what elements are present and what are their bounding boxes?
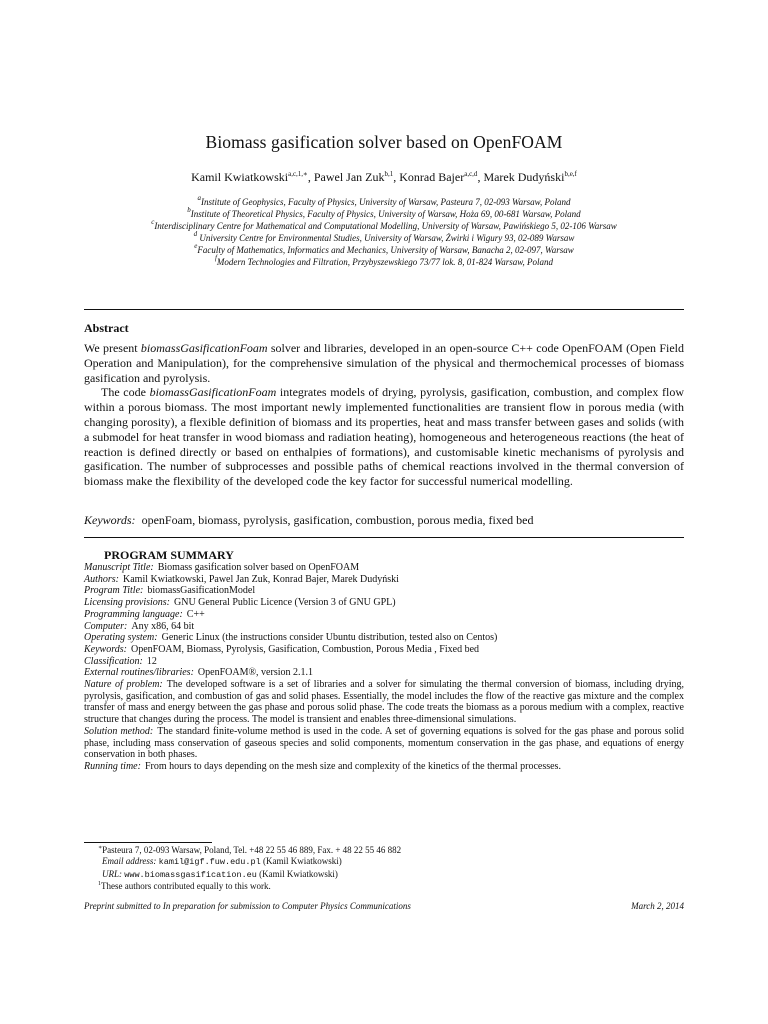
affiliation: $^d$ University Centre for Environmental Studies, University of Warsaw, Żwirki i Wigury 93, 02-089 Warsaw — [193, 230, 575, 243]
program-summary-heading: PROGRAM SUMMARY — [104, 548, 234, 562]
affiliation: $^e$Faculty of Mathematics, Informatics and Mechanics, University of Warsaw, Banacha 2, 02-097, Warsaw — [194, 242, 574, 255]
affiliation: $^c$Interdisciplinary Centre for Mathematical and Computational Modelling, University of Warsaw, Pawińskiego 5, 02-106 Warsaw — [151, 218, 617, 231]
author-list — [0, 170, 768, 185]
summary-row: Authors: Kamil Kwiatkowski, Pawel Jan Zuk, Konrad Bajer, Marek Dudyński — [84, 573, 399, 585]
keywords-label: Keywords: — [84, 513, 136, 527]
abstract-heading: Abstract — [84, 321, 129, 335]
footer-preprint-note: Preprint submitted to In preparation for submission to Computer Physics Communications — [84, 901, 411, 911]
footnote-email: Email address: kamil@igf.fuw.edu.pl (Kamil Kwiatkowski) — [102, 856, 342, 868]
footnote-corresponding: ∗Pasteura 7, 02-093 Warsaw, Poland, Tel. +48 22 55 46 889, Fax. + 48 22 55 46 882 — [98, 845, 402, 855]
affiliation-list — [0, 196, 768, 268]
footnote-divider — [84, 842, 212, 843]
summary-row: Solution method: The standard finite-volume method is used in the code. A set of governing equations is solved for the gas phase and porous solid phase, including mass conservation of gaseous species and solid components, momentum conservation in the gas phase, and equations of energy conservation in both phases. — [84, 725, 685, 761]
abstract-paragraph: We present biomassGasificationFoam solver and libraries, developed in an open-source C++ code OpenFOAM (Open Field Operation and Manipulation), for the comprehensive simulation of the physical and thermochemical processes of biomass gasification and pyrolysis. — [84, 341, 684, 385]
summary-row: Running time: From hours to days depending on the mesh size and complexity of the kinetics of the thermal processes. — [84, 760, 561, 772]
author: Konrad Bajer$^{a,c,d}$, — [399, 170, 484, 184]
author: Marek Dudyński$^{b,e,f}$ — [483, 170, 577, 184]
program-summary — [84, 562, 684, 773]
author: Kamil Kwiatkowski$^{a,c,1,∗}$, — [191, 170, 314, 184]
summary-row: Operating system: Generic Linux (the instructions consider Ubuntu distribution, tested also on Centos) — [84, 632, 498, 644]
summary-row: Nature of problem: The developed software is a set of libraries and a solver for simulating the thermal conversion of biomass, including drying, pyrolysis, gasification, and combustion of gas and solid phases. Essentially, the model includes the flow of the reactive gas mixture and the complex transfer of mass and energy between the gas phase and porous solid phase. The code treats the biomass as a porous medium with a complex, reactive structure that changes during the process. The model is transient and enables three-dimensional simulations. — [84, 679, 684, 726]
page-footer — [84, 901, 684, 911]
divider — [84, 537, 684, 538]
summary-row: Manuscript Title: Biomass gasification solver based on OpenFOAM — [84, 562, 360, 573]
affiliation: $^b$Institute of Theoretical Physics, Faculty of Physics, University of Warsaw, Hoża 69, 00-681 Warsaw, Poland — [187, 206, 581, 219]
summary-row: Program Title: biomassGasificationModel — [84, 585, 256, 597]
author: Pawel Jan Zuk$^{b,1}$, — [313, 170, 400, 184]
summary-row: Computer: Any x86, 64 bit — [84, 620, 195, 632]
summary-row: Programming language: C++ — [84, 608, 205, 620]
footer-date: March 2, 2014 — [631, 901, 684, 911]
summary-row: Classification: 12 — [84, 655, 157, 667]
summary-row: Licensing provisions: GNU General Public Licence (Version 3 of GNU GPL) — [84, 597, 396, 609]
keywords-value: openFoam, biomass, pyrolysis, gasification, combustion, porous media, fixed bed — [141, 513, 534, 527]
url-link[interactable]: www.biomassgasification.eu — [124, 869, 257, 880]
abstract-paragraph: The code biomassGasificationFoam integrates models of drying, pyrolysis, gasification, combustion, and complex flow within a porous biomass. The most important newly implemented functionalities are transient flow in porous media (with changing porosity), a flexible definition of biomass and its properties, heat and mass transfer between gases and solids (with a submodel for heat transfer in wood biomass and radiation heating), homogeneous and heterogeneous reactions (the heat of reaction is defined directly or based on enthalpies of formations), and customisable kinetic mechanisms of pyrolysis and gasification. The number of subprocesses and possible paths of chemical reactions involved in the thermal conversion of biomass make the flexibility of the developed code the key factor for successful numerical modelling. — [84, 385, 685, 489]
summary-row: Keywords: OpenFOAM, Biomass, Pyrolysis, Gasification, Combustion, Porous Media , Fixed bed — [84, 643, 480, 655]
affiliation: $^f$Modern Technologies and Filtration, Przybyszewskiego 73/77 lok. 8, 01-824 Warsaw, Poland — [214, 254, 554, 267]
footnotes — [84, 845, 684, 892]
footnote-url: URL: www.biomassgasification.eu (Kamil Kwiatkowski) — [102, 868, 338, 880]
email-link[interactable]: kamil@igf.fuw.edu.pl — [158, 857, 261, 868]
paper-title: Biomass gasification solver based on OpenFOAM — [205, 132, 563, 152]
affiliation: $^a$Institute of Geophysics, Faculty of Physics, University of Warsaw, Pasteura 7, 02-093 Warsaw, Poland — [197, 194, 571, 207]
footnote-equal-contribution: $^1$These authors contributed equally to this work. — [98, 880, 271, 891]
abstract-body — [84, 341, 684, 489]
summary-row: External routines/libraries: OpenFOAM®, version 2.1.1 — [84, 667, 313, 679]
keywords — [84, 513, 684, 528]
divider — [84, 309, 684, 310]
